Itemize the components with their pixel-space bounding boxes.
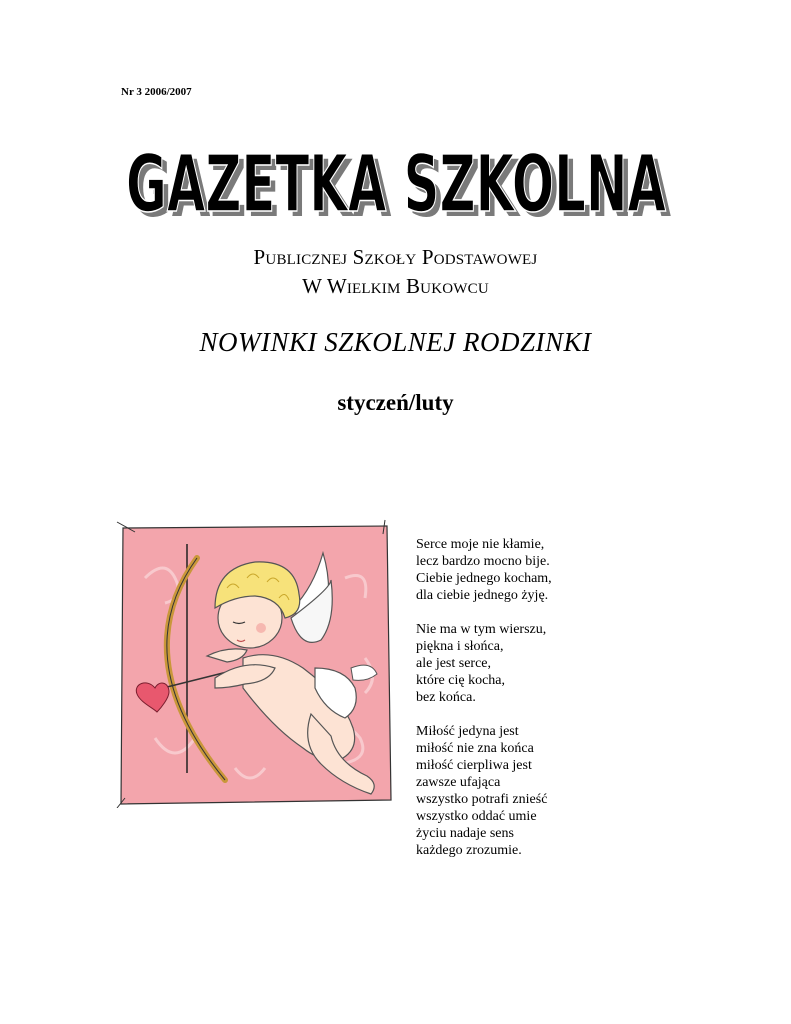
poem-stanza-1	[416, 536, 552, 604]
poem-line: życiu nadaje sens	[416, 826, 514, 841]
poem-line: zawsze ufająca	[416, 775, 501, 790]
issue-date: styczeń/luty	[337, 390, 454, 415]
poem-line: ale jest serce,	[416, 656, 492, 671]
poem-line: miłość nie zna końca	[416, 741, 534, 756]
poem-line: lecz bardzo mocno bije.	[416, 554, 550, 569]
poem-line: dla ciebie jednego żyję.	[416, 588, 549, 603]
masthead-shadow: GAZETKA SZKOLNA	[131, 145, 671, 228]
newsletter-subtitle: NOWINKI SZKOLNEJ RODZINKI	[199, 327, 592, 357]
poem-line: miłość cierpliwa jest	[416, 758, 532, 773]
school-name-line2: W Wielkim Bukowcu	[302, 274, 489, 298]
masthead-text: GAZETKA SZKOLNA	[126, 140, 666, 228]
poem-line: Miłość jedyna jest	[416, 724, 519, 739]
poem-stanza-2	[416, 621, 552, 706]
masthead-title	[118, 138, 678, 228]
poem-line: Nie ma w tym wierszu,	[416, 622, 547, 637]
cupid-illustration	[115, 518, 400, 808]
school-name-line1: Publicznej Szkoły Podstawowej	[253, 245, 538, 269]
poem-line: wszystko oddać umie	[416, 809, 537, 824]
poem-line: każdego zrozumie.	[416, 843, 522, 858]
poem-stanza-3	[416, 723, 552, 859]
poem-line: które cię kocha,	[416, 673, 506, 688]
poem	[416, 536, 552, 876]
issue-number: Nr 3 2006/2007	[121, 86, 192, 98]
poem-line: wszystko potrafi znieść	[416, 792, 548, 807]
poem-line: Serce moje nie kłamie,	[416, 537, 545, 552]
poem-line: bez końca.	[416, 690, 476, 705]
poem-line: Ciebie jednego kocham,	[416, 571, 552, 586]
poem-line: piękna i słońca,	[416, 639, 504, 654]
